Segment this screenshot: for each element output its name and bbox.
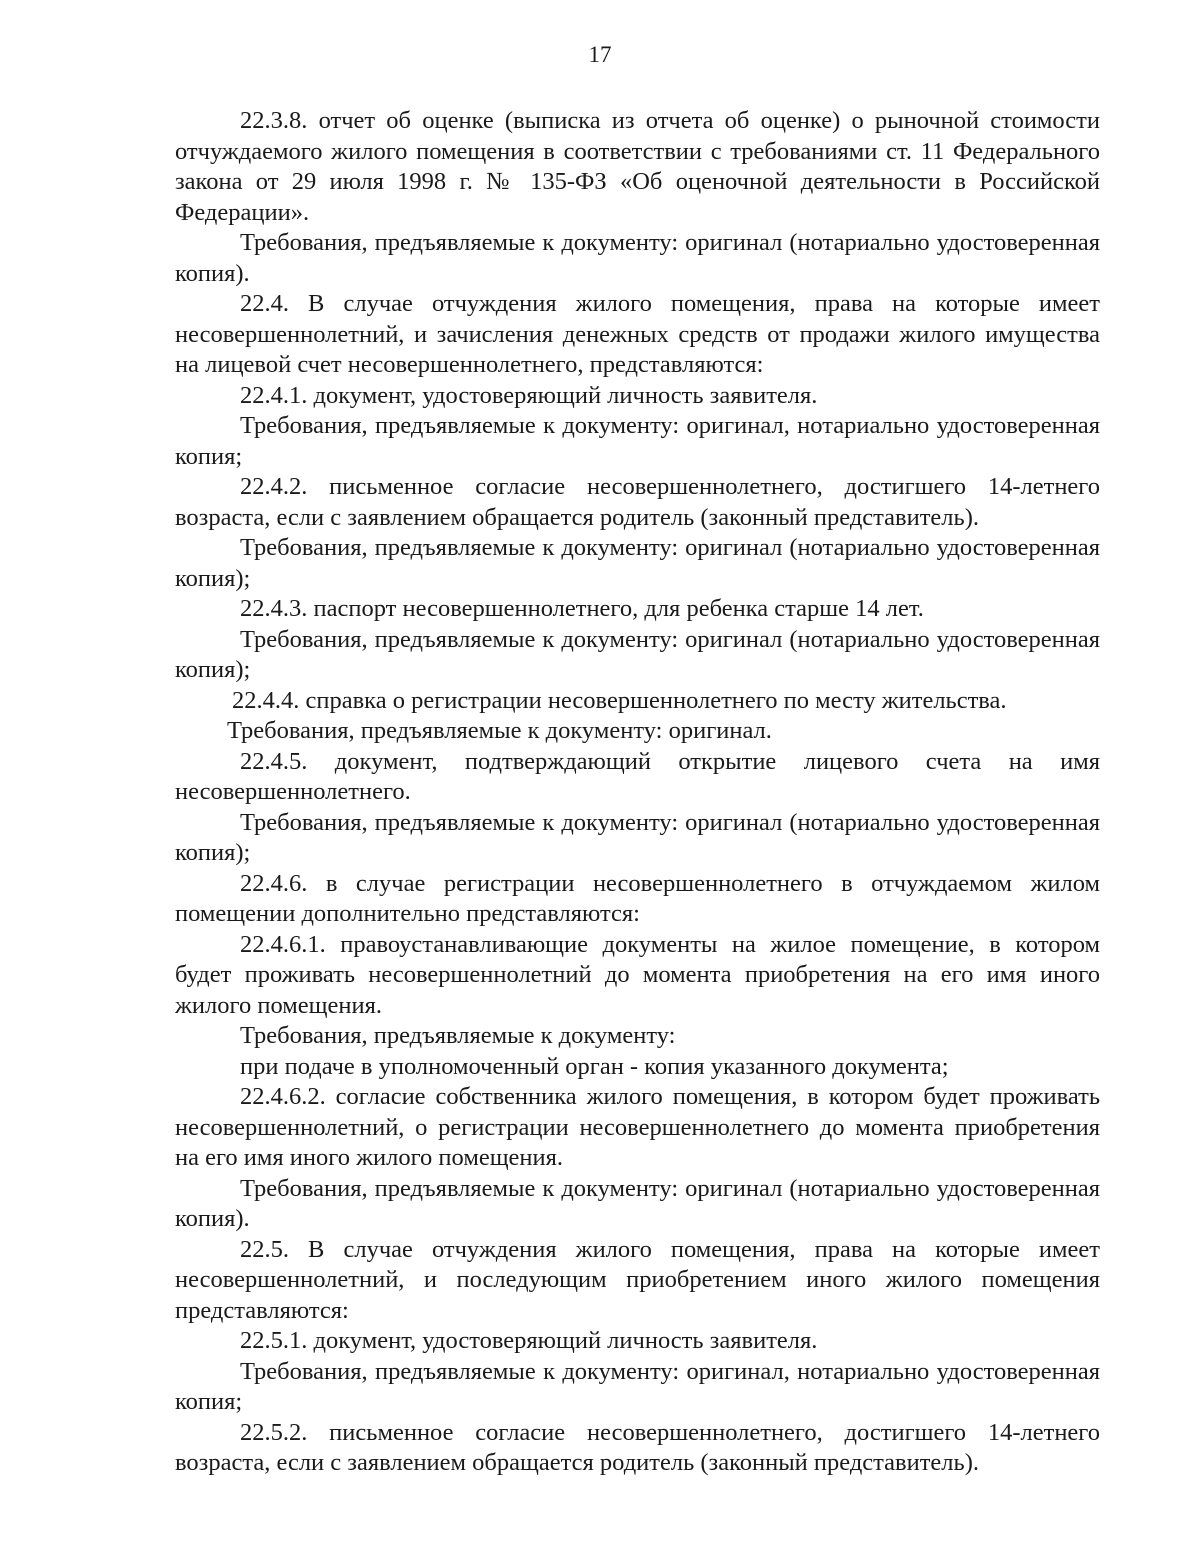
paragraph-22-4: 22.4. В случае отчуждения жилого помещения, права на которые имеет несовершеннолетний, и зачисления денежных средств от продажи жилого имущества на лицевой счет несовершеннолетнего, представляются: [175,290,1100,378]
requirements-22-4-5: Требования, предъявляемые к документу: оригинал (нотариально удостоверенная копия); [175,808,1100,866]
requirements-22-3-8: Требования, предъявляемые к документу: оригинал (нотариально удостоверенная копия). [175,229,1100,287]
page-number: 17 [588,42,612,67]
paragraph-22-5-1: 22.5.1. документ, удостоверяющий личность заявителя. [240,1327,818,1354]
requirements-22-4-3: Требования, предъявляемые к документу: оригинал (нотариально удостоверенная копия); [175,625,1100,683]
paragraph-22-4-1: 22.4.1. документ, удостоверяющий личность заявителя. [240,381,818,409]
requirements-22-4-4: Требования, предъявляемые к документу: оригинал. [227,717,772,744]
requirements-22-4-6-2: Требования, предъявляемые к документу: оригинал (нотариально удостоверенная копия). [175,1174,1100,1232]
paragraph-22-5: 22.5. В случае отчуждения жилого помещения, права на которые имеет несовершеннолетний, и последующим приобретением иного жилого помещения представляются: [175,1235,1100,1324]
paragraph-22-4-6-2: 22.4.6.2. согласие собственника жилого помещения, в котором будет проживать несовершеннолетний, о регистрации несовершеннолетнего до момента приобретения на его имя иного жилого помещения. [175,1083,1100,1171]
paragraph-22-4-6: 22.4.6. в случае регистрации несовершеннолетнего в отчуждаемом жилом помещении дополнительно представляются: [175,869,1100,927]
requirements-22-4-2: Требования, предъявляемые к документу: оригинал (нотариально удостоверенная копия); [175,534,1100,592]
paragraph-22-5-2: 22.5.2. письменное согласие несовершеннолетнего, достигшего 14-летнего возраста, если с заявлением обращается родитель (законный представитель). [175,1418,1100,1476]
requirements-22-4-1: Требования, предъявляемые к документу: оригинал, нотариально удостоверенная копия; [175,412,1100,470]
paragraph-22-4-2: 22.4.2. письменное согласие несовершеннолетнего, достигшего 14-летнего возраста, если с заявлением обращается родитель (законный представитель). [175,473,1100,531]
requirements-22-4-6-1-detail: при подаче в уполномоченный орган - копия указанного документа; [240,1052,949,1080]
paragraph-22-4-5: 22.4.5. документ, подтверждающий открытие лицевого счета на имя несовершеннолетнего. [175,747,1100,805]
document-body [175,106,1100,1479]
paragraph-22-4-6-1: 22.4.6.1. правоустанавливающие документы на жилое помещение, в котором будет проживать несовершеннолетний до момента приобретения на его имя иного жилого помещения. [175,930,1100,1019]
requirements-22-4-6-1: Требования, предъявляемые к документу: [240,1022,676,1049]
paragraph-22-4-3: 22.4.3. паспорт несовершеннолетнего, для ребенка старше 14 лет. [240,595,924,622]
paragraph-22-4-4: 22.4.4. справка о регистрации несовершеннолетнего по месту жительства. [232,686,1007,714]
paragraph-22-3-8: 22.3.8. отчет об оценке (выписка из отчета об оценке) о рыночной стоимости отчуждаемого жилого помещения в соответствии с требованиями ст. 11 Федерального закона от 29 июля 1998 г. № 135-ФЗ «Об оценочной деятельности в Российской Федерации». [175,107,1100,226]
requirements-22-5-1: Требования, предъявляемые к документу: оригинал, нотариально удостоверенная копия; [175,1357,1100,1415]
